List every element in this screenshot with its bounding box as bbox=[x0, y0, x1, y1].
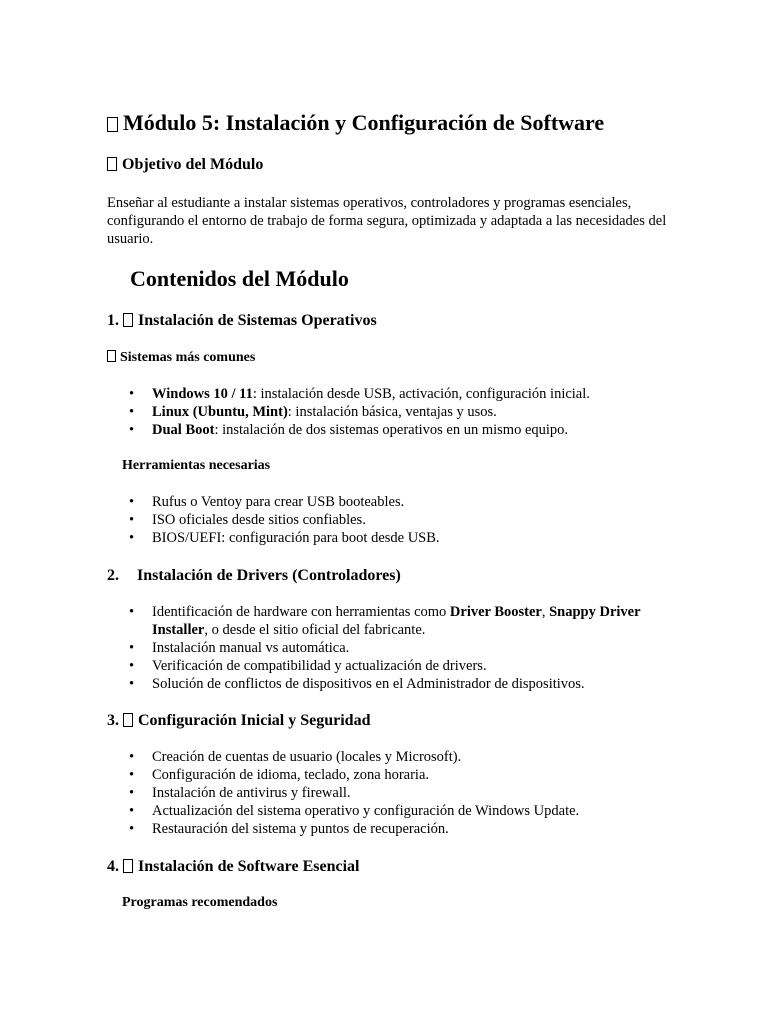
item-term: Linux (Ubuntu, Mint) bbox=[152, 404, 288, 420]
section-1-subheading-text: Sistemas más comunes bbox=[120, 350, 256, 365]
section-3-title: Configuración Inicial y Seguridad bbox=[138, 712, 371, 729]
section-1-subheading bbox=[107, 349, 255, 367]
os-list bbox=[152, 385, 672, 439]
list-item: • Verificación de compatibilidad y actualización de drivers. bbox=[152, 657, 672, 675]
module-title-text: Módulo 5: Instalación y Configuración de Software bbox=[123, 110, 605, 135]
module-title bbox=[107, 108, 604, 138]
item-text: , o desde el sitio oficial del fabricante. bbox=[204, 622, 426, 638]
drivers-list bbox=[152, 603, 672, 693]
missing-glyph-icon bbox=[123, 713, 133, 727]
tools-heading: Herramientas necesarias bbox=[122, 458, 271, 473]
missing-glyph-icon bbox=[107, 117, 118, 132]
section-3-heading bbox=[107, 710, 370, 732]
list-item: • ISO oficiales desde sitios confiables. bbox=[152, 511, 672, 529]
list-item bbox=[152, 421, 672, 439]
item-text: , bbox=[541, 604, 550, 620]
item-text: Identificación de hardware con herramientas como bbox=[152, 604, 450, 620]
section-4-number: 4. bbox=[107, 858, 119, 875]
missing-glyph-icon bbox=[107, 350, 116, 362]
objective-heading-text: Objetivo del Módulo bbox=[122, 156, 264, 173]
list-item: • Rufus o Ventoy para crear USB booteables. bbox=[152, 493, 672, 511]
list-item: • BIOS/UEFI: configuración para boot desde USB. bbox=[152, 529, 672, 547]
item-text: : instalación de dos sistemas operativos en un mismo equipo. bbox=[214, 422, 569, 438]
list-item: • Instalación de antivirus y firewall. bbox=[152, 784, 672, 802]
section-2-title: Instalación de Drivers (Controladores) bbox=[137, 567, 401, 584]
section-1-heading bbox=[107, 310, 377, 332]
section-4-heading bbox=[107, 856, 359, 878]
objective-paragraph: Enseñar al estudiante a instalar sistemas operativos, controladores y programas esenciales, configurando el entorno de trabajo de forma segura, optimizada y adaptada a las necesidades del usuario. bbox=[107, 195, 667, 247]
list-item bbox=[152, 603, 672, 639]
list-item: • Actualización del sistema operativo y configuración de Windows Update. bbox=[152, 802, 672, 820]
missing-glyph-icon bbox=[123, 313, 133, 327]
item-text: : instalación básica, ventajas y usos. bbox=[287, 404, 497, 420]
config-list bbox=[152, 748, 672, 838]
list-item: • Solución de conflictos de dispositivos en el Administrador de dispositivos. bbox=[152, 675, 672, 693]
section-3-number: 3. bbox=[107, 712, 119, 729]
item-text: : instalación desde USB, activación, configuración inicial. bbox=[252, 386, 590, 402]
list-item: • Instalación manual vs automática. bbox=[152, 639, 672, 657]
item-term: Dual Boot bbox=[152, 422, 215, 438]
list-item: • Restauración del sistema y puntos de recuperación. bbox=[152, 820, 672, 838]
recommended-programs-heading: Programas recomendados bbox=[122, 895, 278, 910]
missing-glyph-icon bbox=[123, 859, 133, 873]
objective-heading bbox=[107, 154, 263, 176]
list-item bbox=[152, 385, 672, 403]
item-term: Windows 10 / 11 bbox=[152, 386, 253, 402]
list-item bbox=[152, 403, 672, 421]
tools-list bbox=[152, 493, 672, 547]
item-term: Snappy Driver Installer bbox=[152, 604, 641, 638]
item-term: Driver Booster bbox=[449, 604, 542, 620]
section-1-title: Instalación de Sistemas Operativos bbox=[138, 312, 377, 329]
missing-glyph-icon bbox=[107, 157, 117, 171]
list-item: • Configuración de idioma, teclado, zona horaria. bbox=[152, 766, 672, 784]
section-2-heading bbox=[107, 565, 401, 587]
list-item: • Creación de cuentas de usuario (locales y Microsoft). bbox=[152, 748, 672, 766]
section-2-number: 2. bbox=[107, 567, 119, 584]
section-4-title: Instalación de Software Esencial bbox=[138, 858, 360, 875]
contents-heading: Contenidos del Módulo bbox=[130, 266, 349, 291]
section-1-number: 1. bbox=[107, 312, 119, 329]
